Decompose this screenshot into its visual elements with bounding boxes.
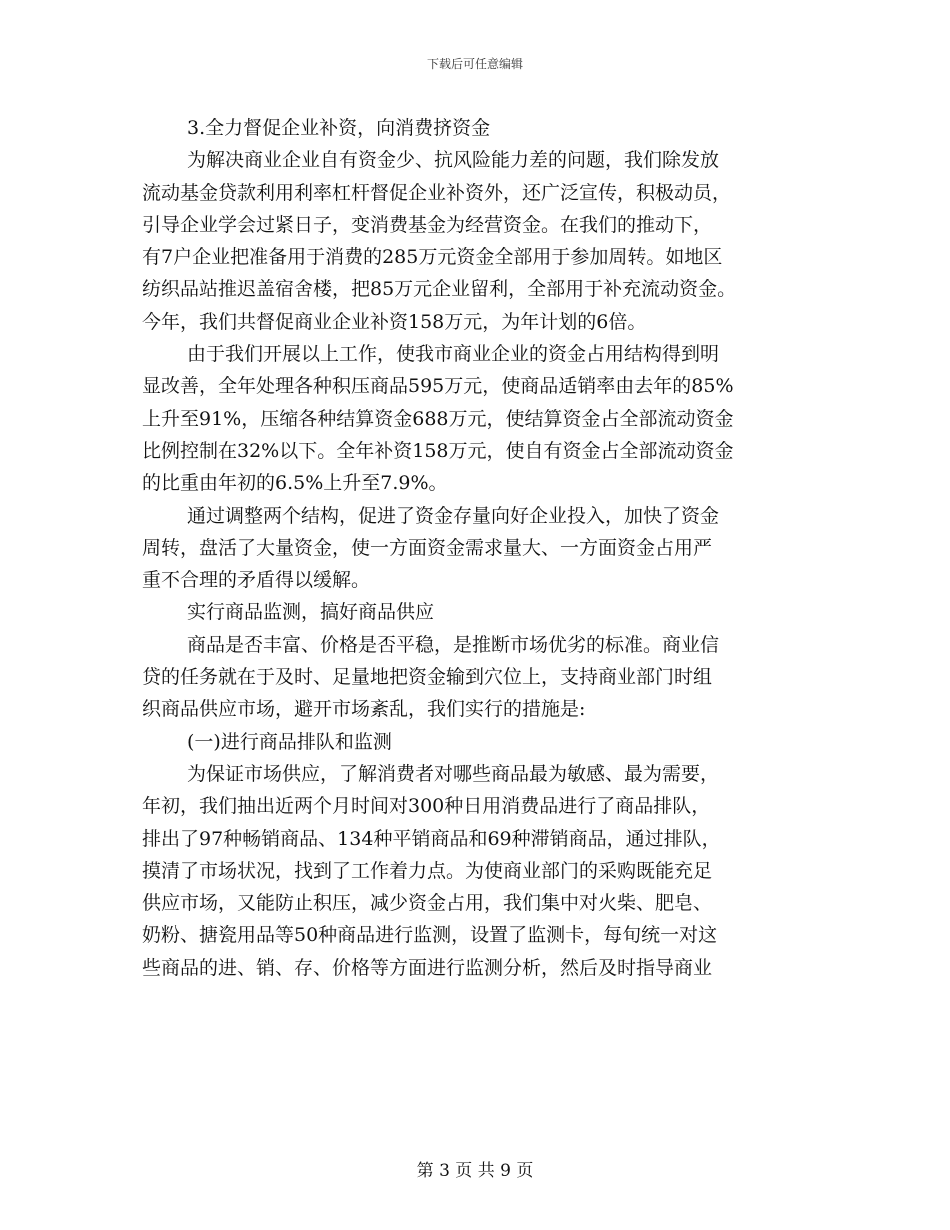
paragraph-line: 供应市场，又能防止积压，减少资金占用，我们集中对火柴、肥皂、 [142, 892, 713, 915]
paragraph-line: 上升至91%，压缩各种结算资金688万元，使结算资金占全部流动资金 [142, 407, 734, 430]
section-heading: 实行商品监测，搞好商品供应 [187, 601, 435, 624]
paragraph-line: 流动基金贷款利用利率杠杆督促企业补资外，还广泛宣传，积极动员， [142, 181, 732, 204]
paragraph-line: 摸清了市场状况，找到了工作着力点。为使商业部门的采购既能充足 [142, 859, 713, 882]
paragraph-line: 贷的任务就在于及时、足量地把资金输到穴位上，支持商业部门时组 [142, 666, 713, 689]
paragraph-line: 织商品供应市场，避开市场紊乱，我们实行的措施是: [142, 698, 586, 721]
paragraph-line: 为解决商业企业自有资金少、抗风险能力差的问题，我们除发放 [187, 149, 720, 172]
paragraph-line: 年初，我们抽出近两个月时间对300种日用消费品进行了商品排队， [142, 795, 711, 818]
paragraph-line: 重不合理的矛盾得以缓解。 [142, 569, 371, 592]
paragraph-line: 由于我们开展以上工作，使我市商业企业的资金占用结构得到明 [187, 343, 720, 366]
page-footer: 第 3 页 共 9 页 [416, 1161, 534, 1181]
paragraph-line: 今年，我们共督促商业企业补资158万元，为年计划的6倍。 [142, 310, 647, 333]
document-body [142, 112, 817, 984]
paragraph-line: 排出了97种畅销商品、134种平销商品和69种滞销商品，通过排队， [142, 827, 721, 850]
paragraph-line: 比例控制在32%以下。全年补资158万元，使自有资金占全部流动资金 [142, 439, 734, 462]
paragraph-line: 周转，盘活了大量资金，使一方面资金需求量大、一方面资金占用严 [142, 536, 713, 559]
paragraph-line: 些商品的进、销、存、价格等方面进行监测分析，然后及时指导商业 [142, 956, 713, 979]
page-header: 下载后可任意编辑 [426, 57, 523, 71]
paragraph-line: 通过调整两个结构，促进了资金存量向好企业投入，加快了资金 [187, 504, 720, 527]
paragraph-line: 纺织品站推迟盖宿舍楼，把85万元企业留利，全部用于补充流动资金。 [142, 278, 737, 301]
paragraph-line: 有7户企业把准备用于消费的285万元资金全部用于参加周转。如地区 [142, 246, 723, 269]
paragraph-line: 的比重由年初的6.5%上升至7.9%。 [142, 472, 448, 495]
section-heading: (一)进行商品排队和监测 [187, 730, 392, 753]
paragraph-line: 为保证市场供应，了解消费者对哪些商品最为敏感、最为需要， [187, 762, 720, 785]
section-heading: 3.全力督促企业补资，向消费挤资金 [187, 117, 491, 139]
paragraph-line: 商品是否丰富、价格是否平稳，是推断市场优劣的标准。商业信 [187, 633, 720, 656]
paragraph-line: 显改善，全年处理各种积压商品595万元，使商品适销率由去年的85% [142, 375, 734, 398]
paragraph-line: 奶粉、搪瓷用品等50种商品进行监测，设置了监测卡，每旬统一对这 [142, 924, 718, 947]
paragraph-line: 引导企业学会过紧日子，变消费基金为经营资金。在我们的推动下， [142, 213, 713, 236]
